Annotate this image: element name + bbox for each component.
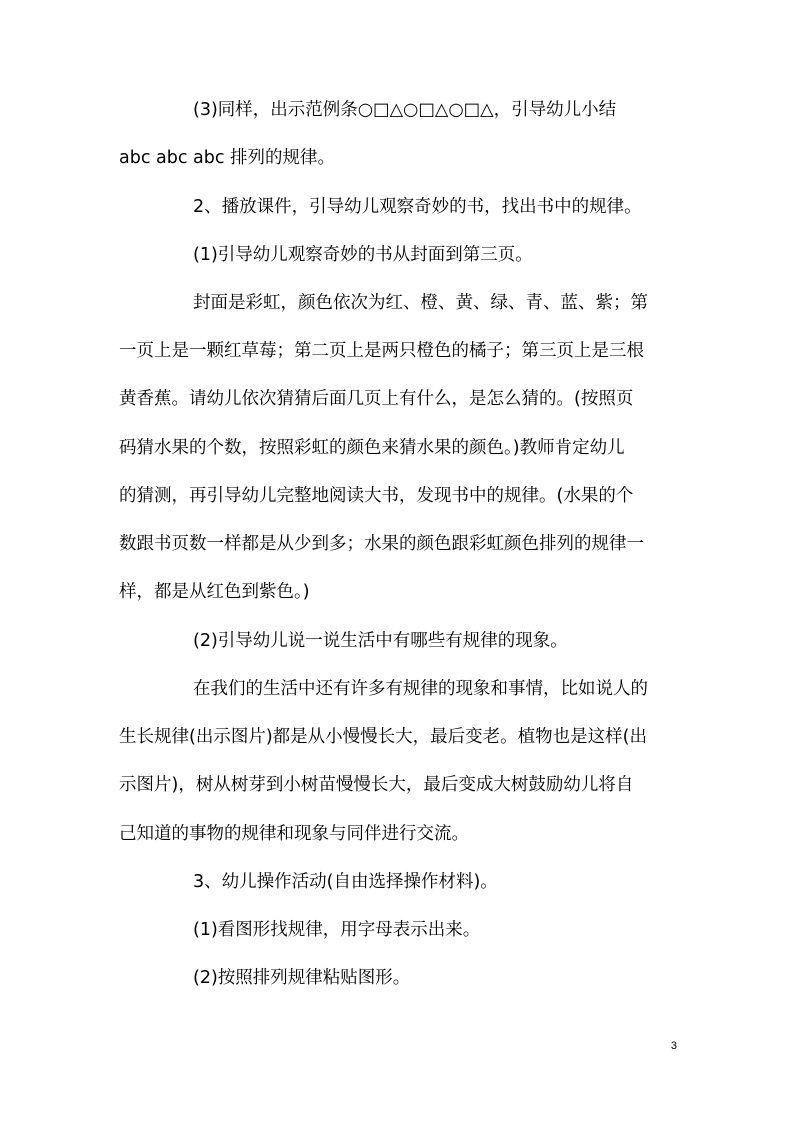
paragraph-line: 数跟书页数一样都是从少到多；水果的颜色跟彩虹颜色排列的规律一 xyxy=(119,534,644,554)
paragraph-line: (2)按照排列规律粘贴图形。 xyxy=(193,968,411,988)
paragraph-line: 生长规律(出示图片)都是从小慢慢长大，最后变老。植物也是这样(出 xyxy=(119,727,647,747)
paragraph-line: 的猜测，再引导幼儿完整地阅读大书，发现书中的规律。(水果的个 xyxy=(119,486,634,506)
paragraph-line: 在我们的生活中还有许多有规律的现象和事情，比如说人的 xyxy=(193,679,648,699)
paragraph-line: 码猜水果的个数，按照彩虹的颜色来猜水果的颜色。)教师肯定幼儿 xyxy=(119,438,625,458)
paragraph-line: (1)看图形找规律，用字母表示出来。 xyxy=(193,920,481,940)
paragraph-line: 己知道的事物的规律和现象与同伴进行交流。 xyxy=(119,824,469,844)
section-heading: 2、播放课件，引导幼儿观察奇妙的书，找出书中的规律。 xyxy=(193,197,642,217)
paragraph-line: (3)同样，出示范例条○□△○□△○□△，引导幼儿小结 xyxy=(193,100,617,120)
paragraph-line: (1)引导幼儿观察奇妙的书从封面到第三页。 xyxy=(193,245,533,265)
paragraph-line: 样，都是从红色到紫色。) xyxy=(119,582,310,602)
section-heading: 3、幼儿操作活动(自由选择操作材料)。 xyxy=(193,872,498,892)
paragraph-line: 一页上是一颗红草莓；第二页上是两只橙色的橘子；第三页上是三根 xyxy=(119,341,644,361)
paragraph-line: 示图片)，树从树芽到小树苗慢慢长大，最后变成大树鼓励幼儿将自 xyxy=(119,775,634,795)
paragraph-line: 黄香蕉。请幼儿依次猜猜后面几页上有什么，是怎么猜的。(按照页 xyxy=(119,389,634,409)
page-number: 3 xyxy=(670,1040,677,1052)
paragraph-line: abc abc abc 排列的规律。 xyxy=(119,148,336,168)
paragraph-line: 封面是彩虹，颜色依次为红、橙、黄、绿、青、蓝、紫；第 xyxy=(193,293,648,313)
paragraph-line: (2)引导幼儿说一说生活中有哪些有规律的现象。 xyxy=(193,631,568,651)
